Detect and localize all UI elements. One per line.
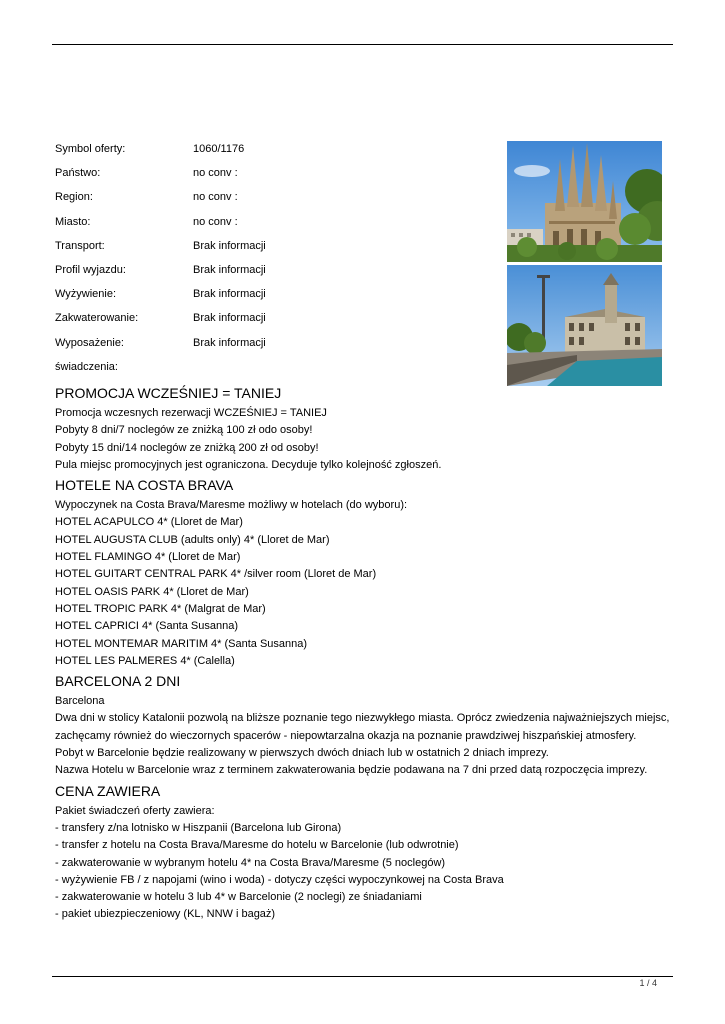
info-value: Brak informacji	[193, 336, 266, 349]
section-heading: HOTELE NA COSTA BRAVA	[55, 477, 234, 494]
text-line: Pobyty 8 dni/7 noclegów ze zniżką 100 zł odo osoby!	[55, 424, 313, 437]
info-row-board	[55, 285, 495, 309]
hotel-item: HOTEL MONTEMAR MARITIM 4* (Santa Susanna)	[55, 637, 308, 650]
text-line: Barcelona	[55, 695, 105, 708]
info-label: Region:	[55, 191, 93, 204]
info-row-services	[55, 358, 495, 382]
text-line: Pobyt w Barcelonie będzie realizowany w pierwszych dwóch dniach lub w ostatnich 2 dniach imprezy.	[55, 747, 549, 760]
info-value: Brak informacji	[193, 288, 266, 301]
info-row-equipment	[55, 334, 495, 358]
text-line: Nazwa Hotelu w Barcelonie wraz z terminem zakwaterowania będzie podawana na 7 dni przed datą rozpoczęcia imprezy.	[55, 764, 648, 777]
text-line: Dwa dni w stolicy Katalonii pozwolą na bliższe poznanie tego niezwykłego miasta. Oprócz zwiedzenia najważniejszych miejsc,	[55, 712, 670, 725]
hotel-item: HOTEL OASIS PARK 4* (Lloret de Mar)	[55, 585, 249, 598]
info-row-symbol	[55, 140, 495, 164]
section-heading: CENA ZAWIERA	[55, 782, 161, 799]
info-row-city	[55, 213, 495, 237]
included-item: - zakwaterowanie w wybranym hotelu 4* na Costa Brava/Maresme (5 noclegów)	[55, 856, 446, 869]
section-barcelona	[55, 672, 675, 779]
section-heading: PROMOCJA WCZEŚNIEJ = TANIEJ	[55, 385, 282, 401]
info-value: Brak informacji	[193, 263, 266, 276]
port-vell-building-photo	[507, 265, 662, 386]
hotel-item: HOTEL GUITART CENTRAL PARK 4* /silver room (Lloret de Mar)	[55, 568, 377, 581]
included-item: - wyżywienie FB / z napojami (wino i woda) - dotyczy części wypoczynkowej na Costa Brava	[55, 873, 504, 886]
text-line: Pula miejsc promocyjnych jest ograniczona. Decyduje tylko kolejność zgłoszeń.	[55, 458, 442, 471]
offer-description	[55, 384, 675, 924]
info-label: Transport:	[55, 239, 105, 252]
info-row-country	[55, 164, 495, 188]
text-line: Wypoczynek na Costa Brava/Maresme możliwy w hotelach (do wyboru):	[55, 499, 408, 512]
text-line: Pakiet świadczeń oferty zawiera:	[55, 804, 215, 817]
info-value: Brak informacji	[193, 239, 266, 252]
info-label: Wyżywienie:	[55, 288, 117, 301]
info-label: Wyposażenie:	[55, 336, 124, 349]
info-value: Brak informacji	[193, 312, 266, 325]
hotel-item: HOTEL LES PALMERES 4* (Calella)	[55, 654, 235, 667]
section-hotels	[55, 476, 675, 670]
included-item: - pakiet ubiezpieczeniowy (KL, NNW i bagaż)	[55, 908, 276, 921]
info-label: świadczenia:	[55, 360, 118, 373]
hotel-item: HOTEL ACAPULCO 4* (Lloret de Mar)	[55, 516, 243, 529]
section-heading: BARCELONA 2 DNI	[55, 673, 181, 690]
info-row-trip-profile	[55, 261, 495, 285]
section-promotion	[55, 384, 675, 474]
hotel-item: HOTEL FLAMINGO 4* (Lloret de Mar)	[55, 551, 241, 564]
info-value: no conv :	[193, 191, 238, 204]
info-label: Państwo:	[55, 167, 101, 180]
footer-rule	[52, 976, 673, 977]
info-value: 1060/1176	[193, 143, 245, 155]
info-value: no conv :	[193, 167, 238, 180]
hotel-item: HOTEL AUGUSTA CLUB (adults only) 4* (Lloret de Mar)	[55, 533, 330, 546]
info-label: Symbol oferty:	[55, 143, 126, 155]
info-label: Profil wyjazdu:	[55, 263, 126, 276]
text-line: zachęcamy również do wieczornych spacerów - niepowtarzalna okazja na poznanie prawdziwej hiszpańskiej atmosfery.	[55, 729, 637, 742]
info-row-region	[55, 188, 495, 212]
included-item: - transfer z hotelu na Costa Brava/Maresme do hotelu w Barcelonie (lub odwrotnie)	[55, 839, 459, 852]
header-rule	[52, 44, 673, 45]
info-row-accommodation	[55, 309, 495, 333]
sagrada-familia-photo	[507, 141, 662, 262]
page-number: 1 / 4	[639, 978, 657, 988]
offer-info-table	[55, 140, 495, 382]
info-label: Zakwaterowanie:	[55, 312, 139, 325]
info-label: Miasto:	[55, 215, 91, 228]
info-value: no conv :	[193, 215, 238, 228]
hotel-item: HOTEL CAPRICI 4* (Santa Susanna)	[55, 620, 239, 633]
section-price-includes	[55, 782, 675, 924]
hotel-item: HOTEL TROPIC PARK 4* (Malgrat de Mar)	[55, 602, 266, 615]
text-line: Pobyty 15 dni/14 noclegów ze zniżką 200 zł od osoby!	[55, 441, 319, 454]
info-row-transport	[55, 237, 495, 261]
included-item: - transfery z/na lotnisko w Hiszpanii (Barcelona lub Girona)	[55, 821, 342, 834]
included-item: - zakwaterowanie w hotelu 3 lub 4* w Barcelonie (2 noclegi) ze śniadaniami	[55, 891, 422, 904]
text-line: Promocja wczesnych rezerwacji WCZEŚNIEJ = TANIEJ	[55, 407, 327, 419]
